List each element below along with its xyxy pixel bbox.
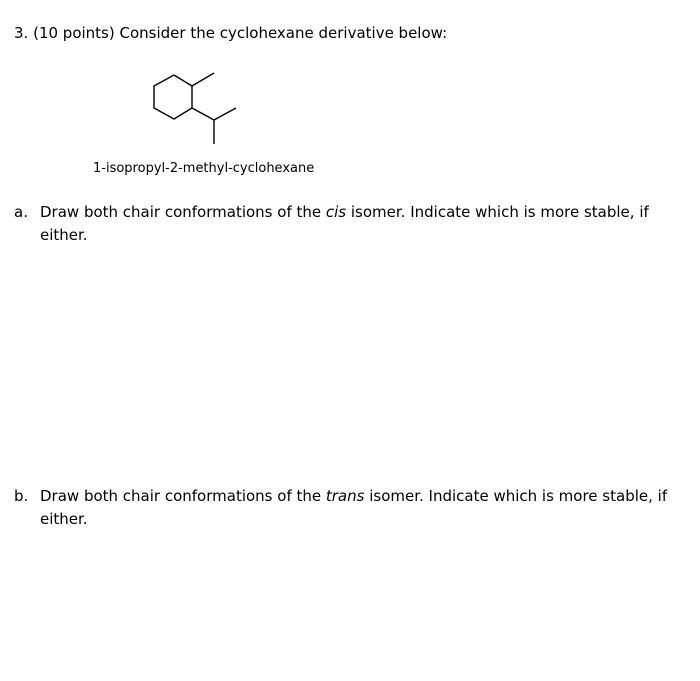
part-a-continuation: either.: [40, 226, 88, 244]
isopropyl-bond: [192, 108, 214, 120]
question-points: (10 points): [33, 24, 115, 42]
molecule-caption: 1-isopropyl-2-methyl-cyclohexane: [93, 161, 315, 176]
methyl-bond: [192, 73, 214, 86]
part-a-text-before: Draw both chair conformations of the: [40, 203, 326, 221]
part-a-text-after: isomer. Indicate which is more stable, if: [346, 203, 649, 221]
part-a-emphasis: cis: [325, 203, 347, 221]
part-b-letter: b.: [14, 487, 29, 505]
question-header: [14, 24, 447, 42]
part-b-continuation: either.: [40, 510, 88, 528]
part-a-letter: a.: [14, 203, 28, 221]
cyclohexane-ring: [154, 75, 192, 119]
part-a-answer-space[interactable]: [14, 255, 674, 475]
part-b-text-before: Draw both chair conformations of the: [40, 487, 326, 505]
part-b-answer-space[interactable]: [14, 540, 674, 670]
cyclohexane-structure: [140, 60, 250, 150]
part-b-text-after: isomer. Indicate which is more stable, if: [364, 487, 668, 505]
part-b: [14, 485, 674, 531]
question-number: 3.: [14, 24, 29, 42]
part-a: [14, 201, 674, 247]
isopropyl-branch-1: [214, 108, 236, 120]
part-b-emphasis: trans: [325, 487, 365, 505]
question-prompt: Consider the cyclohexane derivative below:: [119, 24, 448, 42]
